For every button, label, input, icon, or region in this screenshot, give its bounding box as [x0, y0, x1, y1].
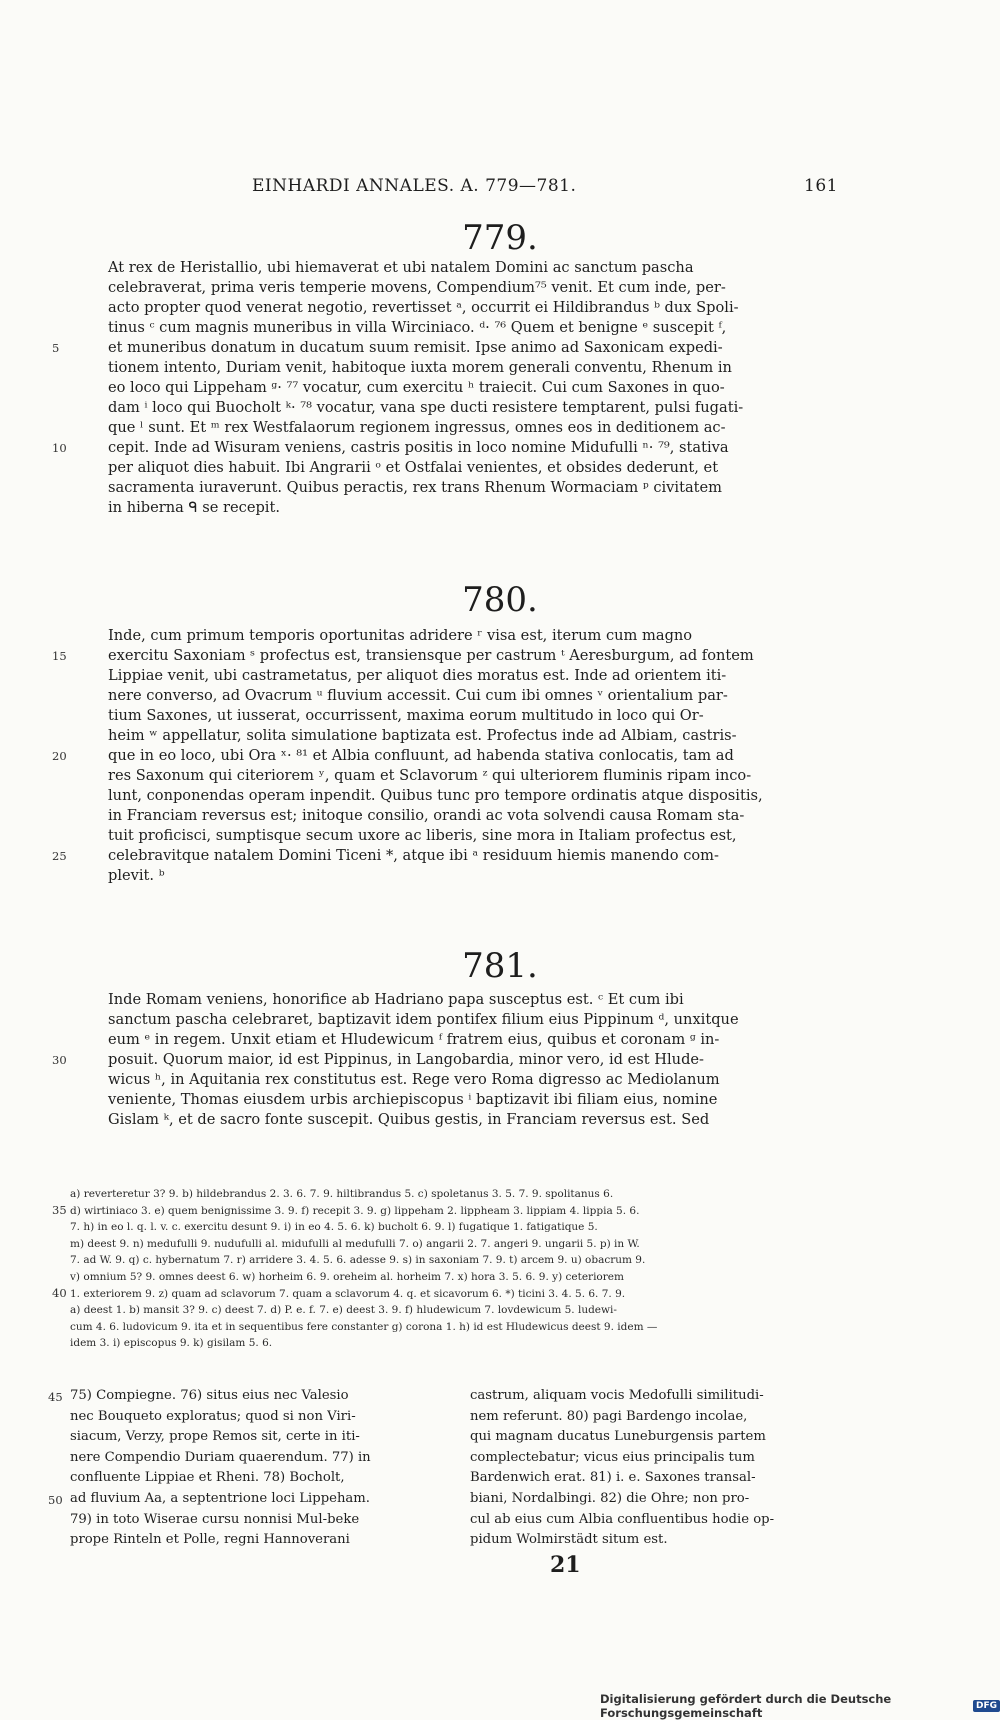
line-number: 15: [52, 649, 67, 663]
line-number: 30: [52, 1053, 67, 1067]
text-line: que in eo loco, ubi Ora ˣ· ⁸¹ et Albia confluunt, ad habenda stativa conlocatis, tam ad: [108, 747, 734, 764]
text-line: sacramenta iuraverunt. Quibus peractis, rex trans Rhenum Wormaciam ᵖ civitatem: [108, 479, 722, 496]
text-line: per aliquot dies habuit. Ibi Angrarii ᵒ et Ostfalai venientes, et obsides dederunt, et: [108, 459, 719, 476]
text-line: Lippiae venit, ubi castrametatus, per aliquot dies moratus est. Inde ad orientem iti-: [108, 667, 727, 684]
digitization-credit: Digitalisierung gefördert durch die Deutsche Forschungsgemeinschaft: [600, 1692, 892, 1720]
text-line: celebraverat, prima veris temperie movens, Compendium⁷⁵ venit. Et cum inde, per-: [108, 279, 726, 296]
commentary-line: 79) in toto Wiserae cursu nonnisi Mul-beke: [70, 1511, 360, 1527]
note-line: m) deest 9. n) medufulli 9. nudufulli al. midufulli al medufulli 7. o) angarii 2. 7. angeri 9. ungarii 5. p) in W.: [70, 1237, 640, 1250]
commentary-line: nere Compendio Duriam quaerendum. 77) in: [70, 1449, 371, 1465]
note-line: 7. h) in eo l. q. l. v. c. exercitu desunt 9. i) in eo 4. 5. 6. k) bucholt 6. 9. l) fugatique 1. fatigatique 5.: [70, 1221, 598, 1234]
line-number: 10: [52, 441, 67, 455]
line-number: 25: [52, 849, 67, 863]
commentary-line: complectebatur; vicus eius principalis tum: [470, 1449, 755, 1465]
commentary-line: prope Rinteln et Polle, regni Hannoverani: [70, 1532, 350, 1548]
footer: [600, 1692, 1000, 1720]
note-line: d) wirtiniaco 3. e) quem benignissime 3. 9. f) recepit 3. 9. g) lippeham 2. lippheam 3. lippiam 4. lippia 5. 6.: [70, 1204, 640, 1217]
text-line: res Saxonum qui citeriorem ʸ, quam et Sclavorum ᶻ qui ulteriorem fluminis ripam inco-: [108, 767, 752, 784]
text-line: nere converso, ad Ovacrum ᵘ fluvium accessit. Cui cum ibi omnes ᵛ orientalium par-: [108, 687, 728, 704]
note-line: 1. exteriorem 9. z) quam ad sclavorum 7. quam a sclavorum 4. q. et sicavorum 6. *) ticini 3. 4. 5. 6. 7. 9.: [70, 1287, 626, 1300]
paragraph-781: [108, 990, 840, 1130]
text-line: Inde, cum primum temporis oportunitas adridere ʳ visa est, iterum cum magno: [108, 627, 693, 644]
text-line: plevit. ᵇ: [108, 867, 165, 884]
commentary-left-column: [70, 1386, 460, 1551]
line-number: 45: [48, 1390, 63, 1404]
line-number: 20: [52, 749, 67, 763]
text-line: eum ᵉ in regem. Unxit etiam et Hludewicum ᶠ fratrem eius, quibus et coronam ᵍ in-: [108, 1031, 720, 1048]
note-line: idem 3. i) episcopus 9. k) gisilam 5. 6.: [70, 1337, 273, 1350]
line-number: 35: [52, 1203, 67, 1217]
commentary-line: qui magnam ducatus Luneburgensis partem: [470, 1429, 766, 1445]
note-line: v) omnium 5? 9. omnes deest 6. w) horheim 6. 9. oreheim al. horheim 7. x) hora 3. 5. 6. 9. y) ceteriorem: [70, 1270, 624, 1283]
commentary-line: 75) Compiegne. 76) situs eius nec Valesio: [70, 1388, 349, 1403]
text-line: Gislam ᵏ, et de sacro fonte suscepit. Quibus gestis, in Franciam reversus est. Sed: [108, 1111, 710, 1128]
text-line: celebravitque natalem Domini Ticeni *, atque ibi ᵃ residuum hiemis manendo com-: [108, 847, 719, 864]
commentary-line: nem referunt. 80) pagi Bardengo incolae,: [470, 1408, 748, 1424]
note-line: 7. ad W. 9. q) c. hybernatum 7. r) arridere 3. 4. 5. 6. adesse 9. s) in saxoniam 7. 9. t) arcem 9. u) obacrum 9.: [70, 1254, 646, 1267]
text-line: cepit. Inde ad Wisuram veniens, castris positis in loco nomine Midufulli ⁿ· ⁷⁹, stativa: [108, 439, 729, 456]
text-line: dam ⁱ loco qui Buocholt ᵏ· ⁷⁸ vocatur, vana spe ducti resistere temptarent, pulsi fugati-: [108, 399, 744, 416]
year-heading-779: 779.: [462, 218, 538, 258]
commentary-right-column: [470, 1386, 850, 1551]
commentary-line: cul ab eius cum Albia confluentibus hodie op-: [470, 1511, 775, 1527]
running-title: EINHARDI ANNALES. A. 779—781.: [252, 176, 577, 196]
text-line: heim ʷ appellatur, solita simulatione baptizata est. Profectus inde ad Albiam, castris-: [108, 727, 737, 744]
text-line: lunt, conponendas operam inpendit. Quibus tunc pro tempore ordinatis atque dispositis,: [108, 787, 763, 804]
text-line: que ˡ sunt. Et ᵐ rex Westfalaorum regionem ingressus, omnes eos in deditionem ac-: [108, 419, 726, 436]
commentary-line: ad fluvium Aa, a septentrione loci Lippeham.: [70, 1490, 370, 1506]
text-line: eo loco qui Lippeham ᵍ· ⁷⁷ vocatur, cum exercitu ʰ traiecit. Cui cum Saxones in quo-: [108, 379, 725, 396]
text-line: tium Saxones, ut iusserat, occurrissent, maxima eorum multitudo in loco qui Or-: [108, 707, 704, 724]
commentary-line: pidum Wolmirstädt situm est.: [470, 1532, 668, 1548]
page-number: 161: [804, 176, 838, 196]
commentary-line: siacum, Verzy, prope Remos sit, certe in iti-: [70, 1429, 360, 1445]
note-line: a) reverteretur 3? 9. b) hildebrandus 2. 3. 6. 7. 9. hiltibrandus 5. c) spoletanus 3. 5. 7. 9. spolitanus 6.: [70, 1188, 614, 1200]
text-line: sanctum pascha celebraret, baptizavit idem pontifex filium eius Pippinum ᵈ, unxitque: [108, 1011, 739, 1028]
text-line: exercitu Saxoniam ˢ profectus est, transiensque per castrum ᵗ Aeresburgum, ad fontem: [108, 647, 754, 664]
commentary-line: Bardenwich erat. 81) i. e. Saxones transal-: [470, 1470, 756, 1486]
text-line: tuit proficisci, sumptisque secum uxore ac liberis, sine mora in Italiam profectus est,: [108, 827, 737, 844]
commentary-line: castrum, aliquam vocis Medofulli similitudi-: [470, 1388, 764, 1403]
paragraph-780: [108, 626, 840, 886]
commentary-line: biani, Nordalbingi. 82) die Ohre; non pro-: [470, 1490, 750, 1506]
text-line: tionem intento, Duriam venit, habitoque iuxta morem generali conventu, Rhenum in: [108, 359, 732, 376]
commentary-line: nec Bouqueto exploratus; quod si non Viri-: [70, 1408, 356, 1424]
line-number: 5: [52, 341, 60, 355]
year-heading-780: 780.: [462, 580, 538, 620]
text-line: At rex de Heristallio, ubi hiemaverat et ubi natalem Domini ac sanctum pascha: [108, 259, 694, 276]
text-line: veniente, Thomas eiusdem urbis archiepiscopus ⁱ baptizavit ibi filiam eius, nomine: [108, 1091, 718, 1108]
paragraph-779: [108, 258, 840, 518]
note-line: cum 4. 6. ludovicum 9. ita et in sequentibus fere constanter g) corona 1. h) id est Hludewicus deest 9. idem —: [70, 1320, 658, 1333]
text-line: in Franciam reversus est; initoque consilio, orandi ac vota solvendi causa Romam sta-: [108, 807, 745, 824]
text-line: in hiberna ᑫ se recepit.: [108, 499, 280, 516]
line-number: 50: [48, 1493, 63, 1507]
note-line: a) deest 1. b) mansit 3? 9. c) deest 7. d) P. e. f. 7. e) deest 3. 9. f) hludewicum 7. lovdewicum 5. ludewi-: [70, 1304, 617, 1317]
variant-notes: [70, 1186, 850, 1352]
text-line: Inde Romam veniens, honorifice ab Hadriano papa susceptus est. ᶜ Et cum ibi: [108, 991, 684, 1008]
text-line: tinus ᶜ cum magnis muneribus in villa Wirciniaco. ᵈ· ⁷⁶ Quem et benigne ᵉ suscepit ᶠ,: [108, 319, 727, 336]
line-number: 40: [52, 1286, 67, 1300]
text-line: posuit. Quorum maior, id est Pippinus, in Langobardia, minor vero, id est Hlude-: [108, 1051, 704, 1068]
text-line: et muneribus donatum in ducatum suum remisit. Ipse animo ad Saxonicam expedi-: [108, 339, 723, 356]
dfg-logo: DFG: [973, 1700, 1000, 1712]
commentary-line: confluente Lippiae et Rheni. 78) Bocholt,: [70, 1470, 345, 1486]
year-heading-781: 781.: [462, 946, 538, 986]
text-line: wicus ʰ, in Aquitania rex constitutus est. Rege vero Roma digresso ac Mediolanum: [108, 1071, 720, 1088]
signature-number: 21: [550, 1552, 581, 1578]
text-line: acto propter quod venerat negotio, revertisset ᵃ, occurrit ei Hildibrandus ᵇ dux Spoli-: [108, 299, 739, 316]
